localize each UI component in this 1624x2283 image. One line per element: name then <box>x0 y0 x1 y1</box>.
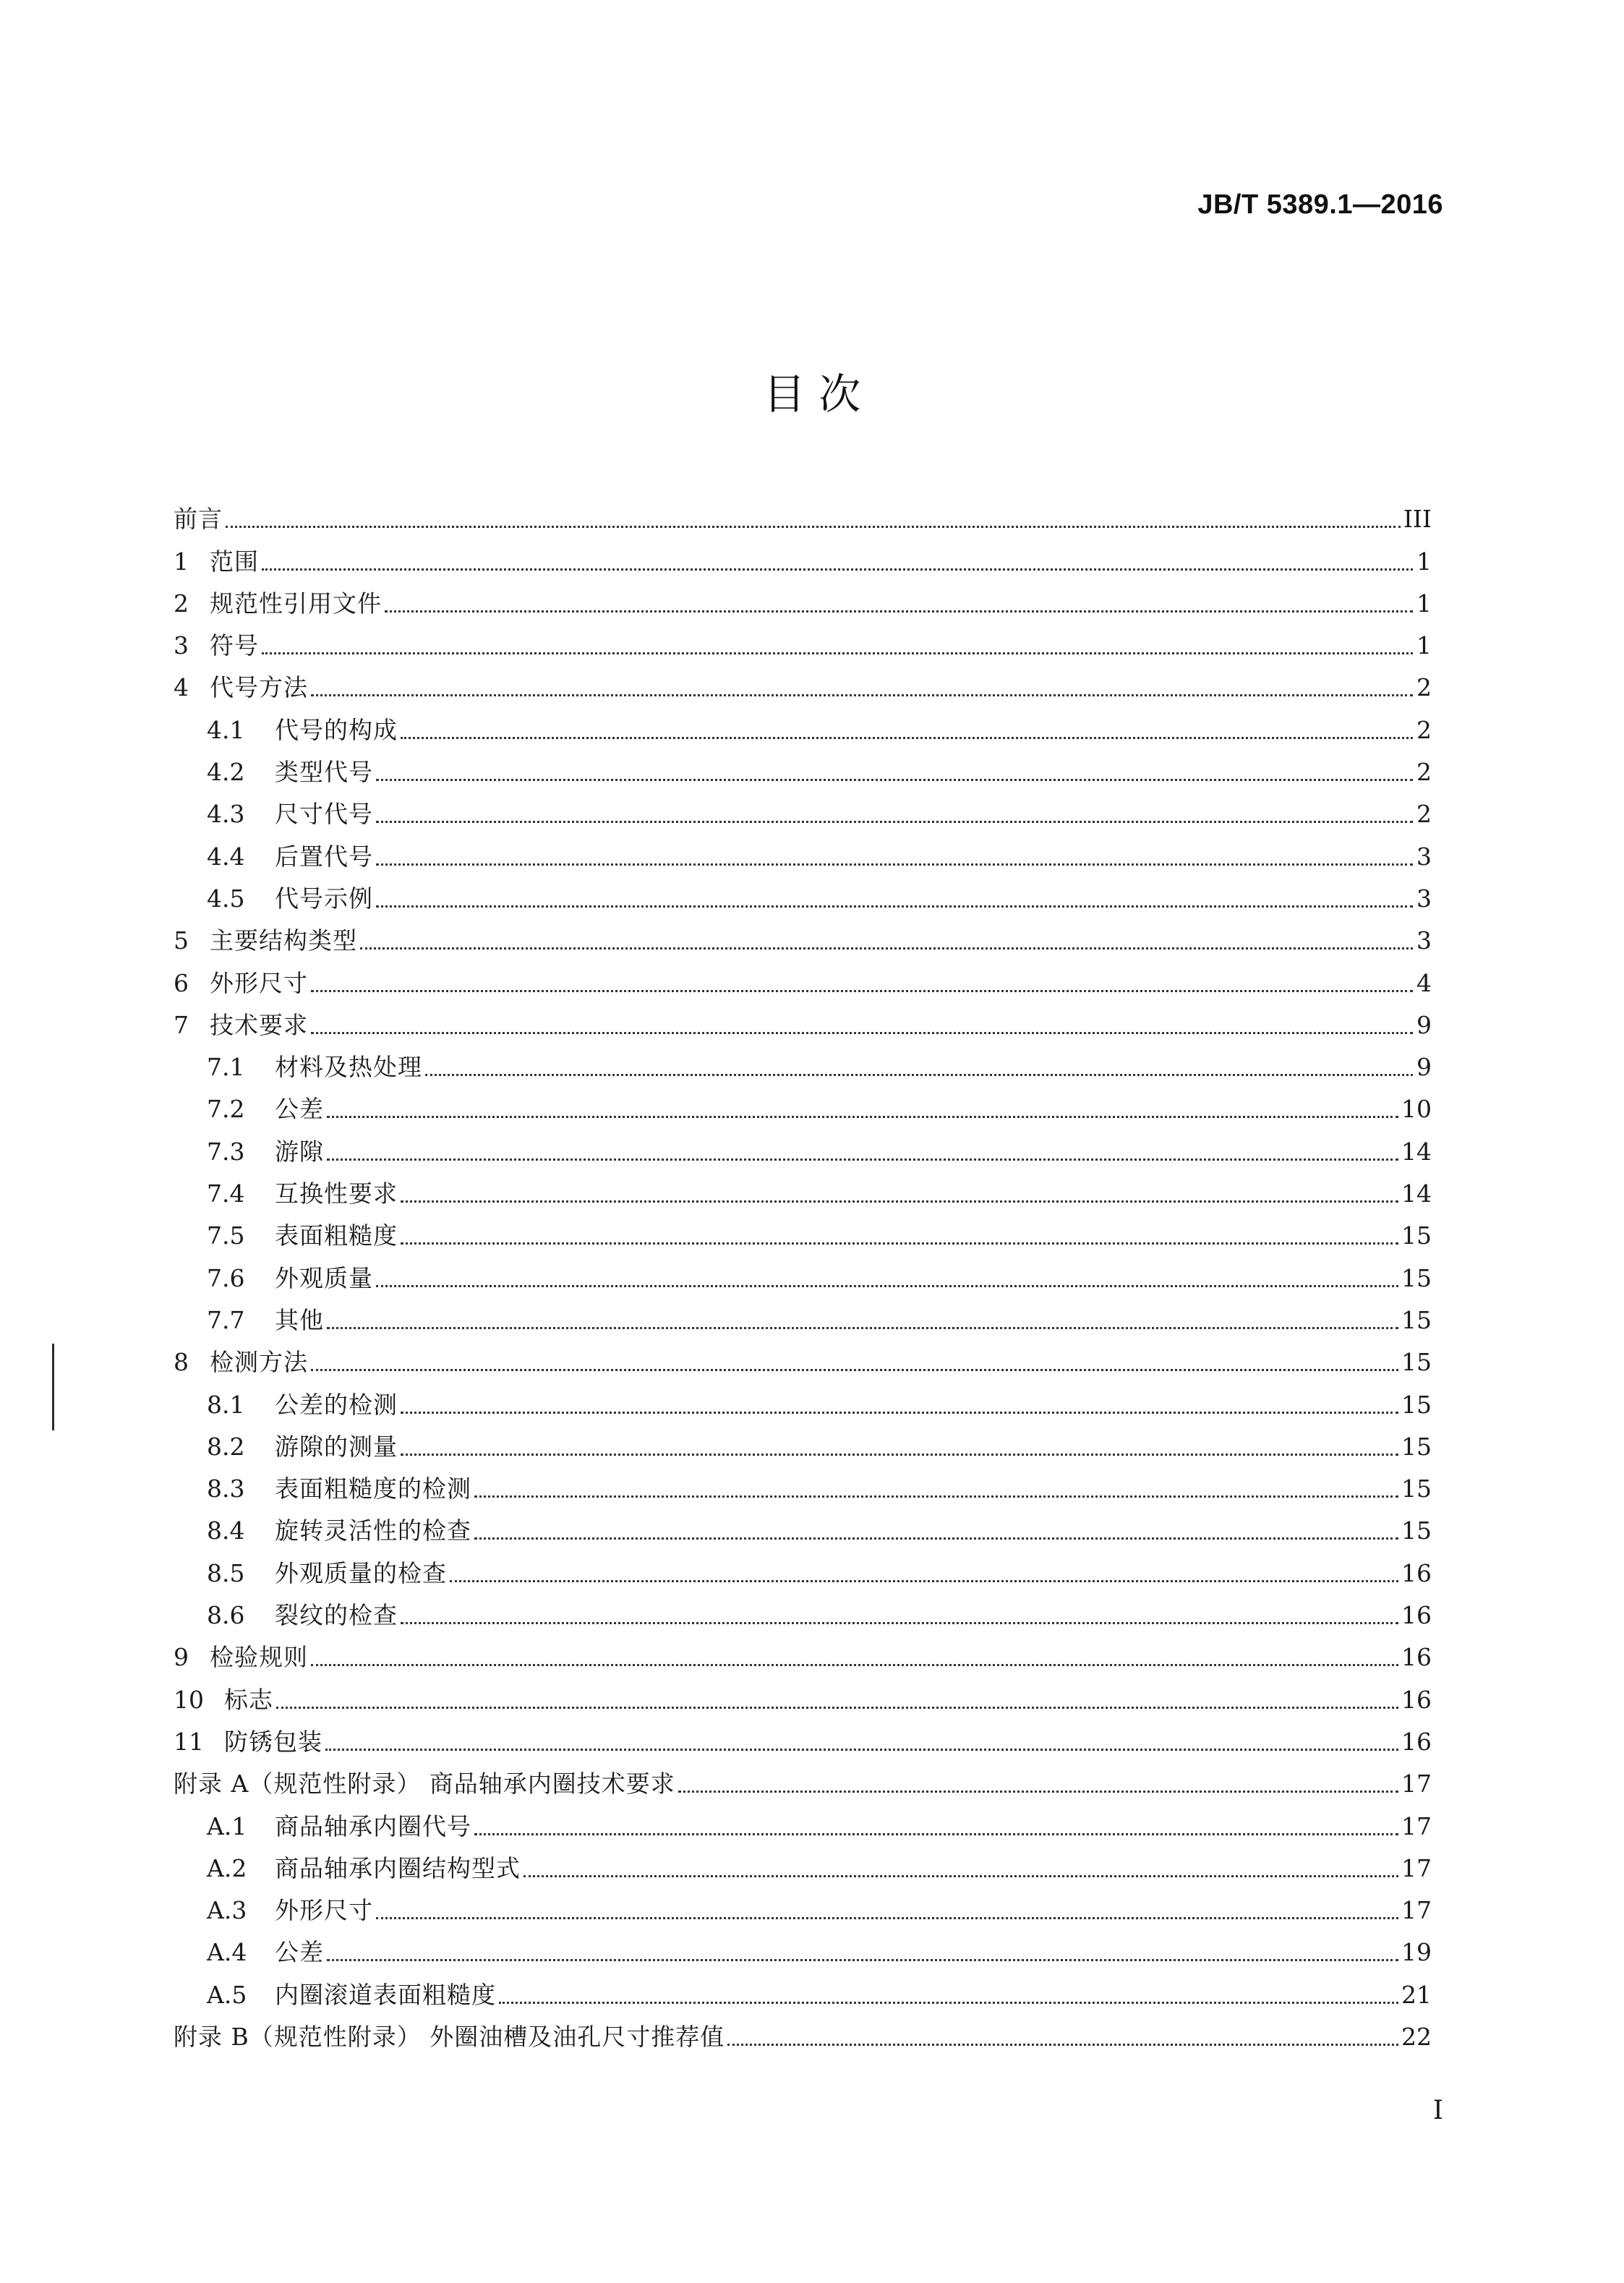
toc-entry-number: 9 <box>174 1643 189 1672</box>
toc-entry[interactable] <box>174 702 1432 744</box>
toc-entry-label: 代号方法 <box>210 673 308 702</box>
toc-entry-number: 7.2 <box>207 1095 245 1124</box>
toc-entry[interactable] <box>174 1925 1432 1967</box>
toc-entry-number: 8.5 <box>207 1558 245 1587</box>
toc-entry-page: 16 <box>1401 1643 1432 1672</box>
toc-dot-leader <box>401 1454 1398 1456</box>
toc-dot-leader <box>311 990 1413 992</box>
toc-entry-label: 附录 B（规范性附录） 外圈油槽及油孔尺寸推荐值 <box>174 2022 725 2051</box>
toc-dot-leader <box>401 737 1413 739</box>
toc-entry[interactable] <box>174 787 1432 829</box>
toc-entry-label: 材料及热处理 <box>275 1053 422 1082</box>
toc-entry-label: 表面粗糙度的检测 <box>275 1475 471 1503</box>
toc-entry[interactable] <box>174 1420 1432 1461</box>
toc-dot-leader <box>226 526 1401 528</box>
toc-entry-page: 2 <box>1416 800 1432 829</box>
toc-entry-page: 17 <box>1401 1853 1432 1882</box>
scan-margin-mark <box>52 1344 54 1430</box>
toc-entry-label: 外形尺寸 <box>275 1896 373 1925</box>
toc-dot-leader <box>474 1833 1398 1835</box>
toc-entry-page: 3 <box>1416 926 1432 955</box>
toc-entry[interactable] <box>174 871 1432 913</box>
toc-dot-leader <box>401 1242 1398 1245</box>
toc-entry-page: 1 <box>1416 547 1432 576</box>
toc-entry-label: 外观质量的检查 <box>275 1558 447 1587</box>
toc-dot-leader <box>678 1791 1398 1793</box>
toc-entry-number: 5 <box>174 926 189 955</box>
toc-entry[interactable] <box>174 618 1432 660</box>
toc-dot-leader <box>311 1032 1413 1034</box>
toc-entry-label: 类型代号 <box>275 758 373 787</box>
toc-entry-number: A.5 <box>207 1980 247 2009</box>
toc-entry[interactable] <box>174 998 1432 1040</box>
toc-dot-leader <box>325 1749 1398 1751</box>
toc-entry-page: 15 <box>1401 1348 1432 1377</box>
toc-dot-leader <box>376 1917 1398 1919</box>
toc-entry-number: 2 <box>174 589 189 618</box>
toc-entry-label: 游隙 <box>275 1137 324 1166</box>
toc-entry-label: 检验规则 <box>210 1643 308 1672</box>
toc-entry-number: 8.4 <box>207 1516 245 1545</box>
toc-entry-label: 外观质量 <box>275 1263 373 1292</box>
toc-entry[interactable] <box>174 1883 1432 1925</box>
toc-dot-leader <box>311 1664 1398 1666</box>
toc-dot-leader <box>262 652 1413 654</box>
toc-entry[interactable] <box>174 1841 1432 1883</box>
toc-entry[interactable] <box>174 1798 1432 1840</box>
toc-entry-number: 4.2 <box>207 758 245 787</box>
toc-entry-label: 后置代号 <box>275 842 373 871</box>
toc-list <box>174 492 1432 2052</box>
toc-dot-leader <box>327 1959 1398 1961</box>
toc-title: 目 次 <box>763 370 861 419</box>
toc-dot-leader <box>376 1285 1398 1287</box>
toc-entry-page: 15 <box>1401 1475 1432 1503</box>
toc-entry-number: 7.3 <box>207 1137 245 1166</box>
toc-entry-number: A.2 <box>207 1853 247 1882</box>
toc-entry[interactable] <box>174 955 1432 997</box>
toc-entry-number: 7 <box>174 1010 189 1039</box>
toc-entry-label: 互换性要求 <box>275 1179 398 1208</box>
toc-entry[interactable] <box>174 1461 1432 1503</box>
toc-dot-leader <box>474 1495 1398 1498</box>
toc-entry-page: 17 <box>1401 1812 1432 1840</box>
toc-entry-number: 4.5 <box>207 884 245 913</box>
toc-dot-leader <box>499 2002 1398 2004</box>
toc-entry-label: 前言 <box>174 505 223 534</box>
toc-entry-label: 标志 <box>224 1685 273 1714</box>
toc-entry[interactable] <box>174 913 1432 955</box>
toc-entry-page: 1 <box>1416 589 1432 618</box>
toc-entry[interactable] <box>174 1040 1432 1082</box>
toc-entry-label: 内圈滚道表面粗糙度 <box>275 1980 496 2009</box>
toc-entry-page: 3 <box>1416 842 1432 871</box>
toc-entry[interactable] <box>174 1293 1432 1335</box>
toc-entry-label: 外形尺寸 <box>210 968 308 997</box>
toc-entry-label: 代号的构成 <box>275 715 398 744</box>
toc-entry-label: 公差的检测 <box>275 1390 398 1419</box>
toc-entry-page: 16 <box>1401 1727 1432 1756</box>
document-code: JB/T 5389.1—2016 <box>1197 189 1443 220</box>
toc-entry[interactable] <box>174 1588 1432 1630</box>
toc-entry[interactable] <box>174 534 1432 576</box>
toc-entry[interactable] <box>174 1757 1432 1798</box>
toc-entry-page: 3 <box>1416 884 1432 913</box>
toc-entry-page: 1 <box>1416 631 1432 660</box>
toc-entry[interactable] <box>174 660 1432 702</box>
toc-entry-page: 2 <box>1416 673 1432 702</box>
toc-entry[interactable] <box>174 576 1432 618</box>
toc-dot-leader <box>727 2044 1398 2046</box>
page-folio: I <box>1432 2096 1443 2125</box>
toc-entry-number: 4.3 <box>207 800 245 829</box>
toc-entry-page: III <box>1403 505 1432 534</box>
toc-dot-leader <box>311 694 1413 696</box>
toc-dot-leader <box>262 568 1413 571</box>
toc-entry[interactable] <box>174 829 1432 871</box>
toc-entry-page: 19 <box>1401 1938 1432 1967</box>
toc-entry-label: 符号 <box>210 631 259 660</box>
toc-entry-page: 15 <box>1401 1263 1432 1292</box>
toc-entry[interactable] <box>174 1335 1432 1377</box>
toc-entry-page: 4 <box>1416 968 1432 997</box>
toc-entry-page: 2 <box>1416 715 1432 744</box>
toc-entry-page: 16 <box>1401 1685 1432 1714</box>
toc-entry[interactable] <box>174 1967 1432 2009</box>
toc-dot-leader <box>401 1200 1398 1203</box>
toc-entry-number: 8.3 <box>207 1475 245 1503</box>
toc-entry[interactable] <box>174 1208 1432 1250</box>
toc-entry-number: 7.4 <box>207 1179 245 1208</box>
toc-entry-number: A.1 <box>207 1812 247 1840</box>
toc-entry-number: A.4 <box>207 1938 247 1967</box>
toc-entry[interactable] <box>174 1630 1432 1672</box>
toc-entry-number: 8.6 <box>207 1601 245 1630</box>
toc-entry-page: 14 <box>1401 1179 1432 1208</box>
toc-entry-page: 14 <box>1401 1137 1432 1166</box>
toc-dot-leader <box>311 1369 1398 1371</box>
toc-entry-number: 10 <box>174 1685 204 1714</box>
toc-entry-page: 2 <box>1416 758 1432 787</box>
toc-dot-leader <box>327 1116 1398 1118</box>
toc-entry-page: 9 <box>1416 1010 1432 1039</box>
toc-entry[interactable] <box>174 1082 1432 1124</box>
toc-entry-number: 4.1 <box>207 715 245 744</box>
toc-entry-page: 17 <box>1401 1896 1432 1925</box>
toc-entry-page: 22 <box>1401 2022 1432 2051</box>
toc-entry[interactable] <box>174 1124 1432 1166</box>
toc-entry-label: 裂纹的检查 <box>275 1601 398 1630</box>
toc-entry-label: 旋转灵活性的检查 <box>275 1516 471 1545</box>
toc-dot-leader <box>401 1412 1398 1414</box>
toc-entry-page: 16 <box>1401 1601 1432 1630</box>
toc-entry-label: 防锈包装 <box>224 1727 322 1756</box>
toc-entry-label: 其他 <box>275 1305 324 1334</box>
toc-entry-label: 公差 <box>275 1095 324 1124</box>
toc-entry-label: 商品轴承内圈结构型式 <box>275 1853 521 1882</box>
toc-entry-number: A.3 <box>207 1896 247 1925</box>
toc-dot-leader <box>376 905 1413 908</box>
toc-entry-label: 商品轴承内圈代号 <box>275 1812 471 1840</box>
toc-entry-label: 技术要求 <box>210 1010 308 1039</box>
toc-dot-leader <box>276 1707 1398 1709</box>
toc-dot-leader <box>385 610 1413 613</box>
toc-entry[interactable] <box>174 1672 1432 1714</box>
toc-entry-page: 21 <box>1401 1980 1432 2009</box>
toc-entry[interactable] <box>174 1545 1432 1587</box>
toc-entry-label: 公差 <box>275 1938 324 1967</box>
toc-entry-number: 8.1 <box>207 1390 245 1419</box>
toc-entry-number: 7.6 <box>207 1263 245 1292</box>
toc-entry-label: 附录 A（规范性附录） 商品轴承内圈技术要求 <box>174 1770 675 1798</box>
toc-entry-page: 15 <box>1401 1221 1432 1250</box>
toc-entry[interactable] <box>174 492 1432 534</box>
toc-entry-number: 1 <box>174 547 189 576</box>
toc-dot-leader <box>401 1622 1398 1624</box>
toc-entry-number: 8 <box>174 1348 189 1377</box>
toc-entry-label: 主要结构类型 <box>210 926 357 955</box>
toc-entry-page: 17 <box>1401 1770 1432 1798</box>
toc-entry[interactable] <box>174 1503 1432 1545</box>
toc-entry-label: 表面粗糙度 <box>275 1221 398 1250</box>
toc-entry-number: 8.2 <box>207 1432 245 1461</box>
toc-dot-leader <box>360 947 1413 950</box>
toc-dot-leader <box>523 1875 1398 1877</box>
toc-entry-number: 11 <box>174 1727 204 1756</box>
toc-entry-page: 15 <box>1401 1390 1432 1419</box>
toc-entry-number: 7.7 <box>207 1305 245 1334</box>
toc-entry-label: 游隙的测量 <box>275 1432 398 1461</box>
toc-entry-label: 尺寸代号 <box>275 800 373 829</box>
toc-entry-number: 4.4 <box>207 842 245 871</box>
toc-entry-number: 6 <box>174 968 189 997</box>
toc-dot-leader <box>376 821 1413 823</box>
toc-entry[interactable] <box>174 1166 1432 1208</box>
toc-dot-leader <box>327 1327 1398 1329</box>
toc-entry-page: 15 <box>1401 1516 1432 1545</box>
toc-dot-leader <box>376 863 1413 866</box>
toc-entry[interactable] <box>174 1377 1432 1419</box>
toc-entry-number: 4 <box>174 673 189 702</box>
toc-entry-label: 范围 <box>210 547 259 576</box>
toc-entry-number: 3 <box>174 631 189 660</box>
toc-entry-number: 7.1 <box>207 1053 245 1082</box>
toc-entry[interactable] <box>174 745 1432 787</box>
toc-entry-label: 代号示例 <box>275 884 373 913</box>
toc-entry-page: 10 <box>1401 1095 1432 1124</box>
toc-entry-number: 7.5 <box>207 1221 245 1250</box>
toc-entry-label: 检测方法 <box>210 1348 308 1377</box>
toc-dot-leader <box>327 1158 1398 1161</box>
toc-entry-page: 9 <box>1416 1053 1432 1082</box>
toc-dot-leader <box>474 1537 1398 1540</box>
toc-entry-page: 15 <box>1401 1305 1432 1334</box>
toc-entry[interactable] <box>174 2010 1432 2052</box>
toc-entry-page: 15 <box>1401 1432 1432 1461</box>
toc-entry-page: 16 <box>1401 1558 1432 1587</box>
toc-entry-label: 规范性引用文件 <box>210 589 382 618</box>
toc-entry[interactable] <box>174 1250 1432 1292</box>
toc-dot-leader <box>376 779 1413 781</box>
toc-dot-leader <box>425 1074 1413 1076</box>
toc-entry[interactable] <box>174 1715 1432 1757</box>
toc-dot-leader <box>450 1580 1398 1582</box>
